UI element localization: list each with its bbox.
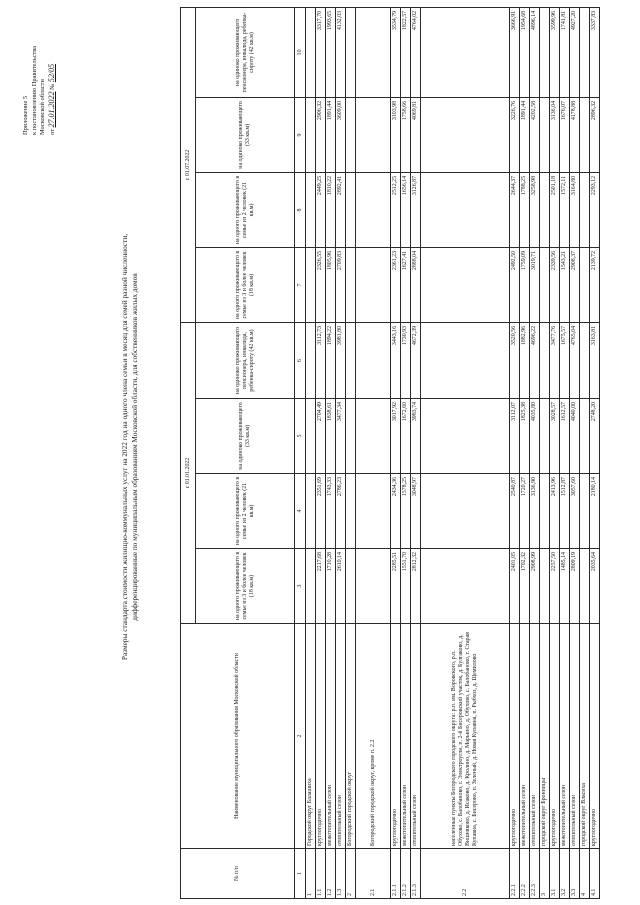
row-value-col-4: 1743,33 <box>326 474 336 549</box>
row-municipality: отопительный сезон <box>336 624 346 849</box>
table-body <box>306 7 600 898</box>
document-title <box>120 97 140 797</box>
row-value-col-5: 2704,49 <box>316 399 326 474</box>
row-value-col-9 <box>421 97 510 172</box>
row-value-col-9: 4202,58 <box>530 97 540 172</box>
row-value-col-4: 1720,27 <box>520 474 530 549</box>
row-value-col-5: 4040,00 <box>570 399 580 474</box>
row-municipality: круглогодично <box>510 624 520 849</box>
cost-standard-table <box>180 7 600 899</box>
row-value-col-5: 1838,61 <box>326 399 336 474</box>
row-number: 4 <box>580 849 590 899</box>
row-value-col-7: 2139,72 <box>590 247 600 322</box>
row-value-col-9 <box>540 97 550 172</box>
row-value-col-7 <box>421 247 510 322</box>
row-value-col-6: 1882,96 <box>520 322 530 398</box>
row-value-col-5: 3017,92 <box>391 399 401 474</box>
title-line-2: дифференцированные по муниципальным образованиям Московской области, для собственников жилых домов <box>130 273 139 621</box>
row-value-col-9: 4069,81 <box>411 97 421 172</box>
table-row <box>540 7 550 898</box>
row-value-col-3 <box>346 549 356 624</box>
row-value-col-5: 2748,20 <box>590 399 600 474</box>
row-value-col-3: 1551,70 <box>401 549 411 624</box>
row-value-col-6: 1730,93 <box>401 322 411 398</box>
table-row <box>391 7 401 898</box>
row-number: 1 <box>306 849 316 899</box>
header-index-10: 10 <box>295 7 306 97</box>
row-number: 3.3 <box>570 849 580 899</box>
row-value-col-10 <box>540 7 550 97</box>
row-value-col-3: 2285,51 <box>391 549 401 624</box>
row-value-col-5: 3112,07 <box>510 399 520 474</box>
row-value-col-6 <box>306 322 316 398</box>
row-value-col-10: 1822,57 <box>401 7 411 97</box>
table-row <box>336 7 346 898</box>
row-value-col-7: 1543,21 <box>560 247 570 322</box>
row-value-col-6: 1675,57 <box>560 322 570 398</box>
row-value-col-3: 2401,05 <box>510 549 520 624</box>
row-value-col-4: 2180,14 <box>590 474 600 549</box>
row-value-col-3: 2035,64 <box>590 549 600 624</box>
row-value-col-9: 1758,66 <box>401 97 411 172</box>
row-value-col-10: 3534,79 <box>391 7 401 97</box>
row-value-col-3: 2257,50 <box>550 549 560 624</box>
row-value-col-7: 2908,37 <box>570 247 580 322</box>
header-index-5: 5 <box>295 399 306 474</box>
row-value-col-5: 3028,57 <box>550 399 560 474</box>
header-index-3: 3 <box>295 549 306 624</box>
row-value-col-6 <box>346 322 356 398</box>
row-value-col-10: 3317,70 <box>316 7 326 97</box>
row-value-col-4: 2434,36 <box>391 474 401 549</box>
row-value-col-10: 3599,96 <box>550 7 560 97</box>
table-row <box>530 7 540 898</box>
row-value-col-4: 2540,87 <box>510 474 520 549</box>
header-index-7: 7 <box>295 247 306 322</box>
header-municipality: Наименование муниципального образования Московской области <box>181 624 295 849</box>
appendix-date-line <box>48 5 58 135</box>
row-value-col-6: 3981,80 <box>336 322 346 398</box>
row-value-col-3: 2812,32 <box>411 549 421 624</box>
header-index-1: 1 <box>295 849 306 899</box>
row-value-col-6: 4765,04 <box>570 322 580 398</box>
row-value-col-8: 1656,14 <box>401 172 411 247</box>
header-number: № п/п <box>181 849 295 899</box>
row-value-col-8 <box>421 172 510 247</box>
row-municipality: межотопительный сезон <box>401 624 411 849</box>
header-col-7: на одного проживающего в семье из 3 и более человек (18 кв.м) <box>196 247 295 322</box>
row-number: 2 <box>346 849 356 899</box>
row-number: 3.2 <box>560 849 570 899</box>
row-municipality: городской округ Бронницы <box>540 624 550 849</box>
row-value-col-4: 2786,23 <box>336 474 346 549</box>
header-col-10: на одиноко проживающего пенсионера, инвалида, ребенка-сироту (42 кв.м) <box>196 7 295 97</box>
row-value-col-7 <box>346 247 356 322</box>
row-value-col-4: 2413,96 <box>550 474 560 549</box>
row-value-col-7: 3019,71 <box>530 247 540 322</box>
row-value-col-4 <box>356 474 391 549</box>
row-value-col-10 <box>306 7 316 97</box>
row-value-col-5 <box>580 399 590 474</box>
row-value-col-4 <box>306 474 316 549</box>
appendix-block <box>22 5 57 135</box>
header-index-2: 2 <box>295 624 306 849</box>
row-value-col-9: 1891,44 <box>520 97 530 172</box>
row-value-col-7: 2709,83 <box>336 247 346 322</box>
row-value-col-8 <box>356 172 391 247</box>
row-number: 2.1.2 <box>401 849 411 899</box>
header-col-4: на одного проживающего в семье из 2 человек (21 кв.м) <box>196 474 295 549</box>
header-col-6: на одиноко проживающего пенсионера, инвалида, ребенка-сироту (42 кв.м) <box>196 322 295 398</box>
row-value-col-3: 1702,32 <box>520 549 530 624</box>
row-value-col-7: 2888,04 <box>411 247 421 322</box>
row-number: 2.1 <box>356 849 391 899</box>
row-value-col-7: 2339,56 <box>550 247 560 322</box>
row-value-col-3: 2217,68 <box>316 549 326 624</box>
row-value-col-3 <box>421 549 510 624</box>
row-value-col-5 <box>540 399 550 474</box>
header-period-row <box>181 7 196 898</box>
row-value-col-8: 1810,22 <box>326 172 336 247</box>
row-value-col-5: 4035,80 <box>530 399 540 474</box>
row-value-col-6 <box>580 322 590 398</box>
row-value-col-6: 4672,39 <box>411 322 421 398</box>
row-value-col-9: 3609,00 <box>336 97 346 172</box>
row-value-col-7: 1805,96 <box>326 247 336 322</box>
row-municipality: межотопительный сезон <box>326 624 336 849</box>
row-value-col-9: 1676,07 <box>560 97 570 172</box>
row-municipality: отопительный сезон <box>570 624 580 849</box>
table-row <box>401 7 411 898</box>
header-index-4: 4 <box>295 474 306 549</box>
row-municipality: отопительный сезон <box>411 624 421 849</box>
row-value-col-10: 3337,83 <box>590 7 600 97</box>
row-value-col-7: 2361,23 <box>391 247 401 322</box>
header-index-8: 8 <box>295 172 306 247</box>
resolution-number: 52/05 <box>46 63 56 83</box>
row-number: 1.2 <box>326 849 336 899</box>
row-municipality: Богородский городской округ <box>346 624 356 849</box>
row-value-col-3 <box>580 549 590 624</box>
header-index-6: 6 <box>295 322 306 398</box>
row-value-col-3 <box>306 549 316 624</box>
row-municipality: населенные пункты Богородского городского округа: р.п. им. Воровского, р.п. Обухово, с. Балобаново, г. Электроугли, п. 2-й Бисеровский участок, д. Булгаково, д. Вишняково, д. Исаково, д. Кролино, д. Марьино, д. Обухово, с. Балобаново, г. Старая Купавна, с. Бисерово, п. Зеленый, д. Новая Купавна, п. Рыбхоз, д. Щемилово <box>421 624 510 849</box>
row-value-col-9 <box>306 97 316 172</box>
row-value-col-6 <box>356 322 391 398</box>
row-value-col-5: 3983,74 <box>411 399 421 474</box>
row-value-col-4 <box>421 474 510 549</box>
header-col-9: на одиноко проживающего (33 кв.м) <box>196 97 295 172</box>
row-municipality: Городской округ Балашиха <box>306 624 316 849</box>
row-number: 2.1.3 <box>411 849 421 899</box>
row-value-col-4: 3136,90 <box>530 474 540 549</box>
row-value-col-10: 1741,81 <box>560 7 570 97</box>
row-value-col-9: 1891,44 <box>326 97 336 172</box>
row-number: 1.3 <box>336 849 346 899</box>
table-row <box>570 7 580 898</box>
row-value-col-9: 4178,88 <box>570 97 580 172</box>
table-row <box>356 7 391 898</box>
row-value-col-10 <box>421 7 510 97</box>
appendix-line-1: Приложение 5 <box>22 95 29 135</box>
row-value-col-8: 2512,25 <box>391 172 401 247</box>
row-value-col-10: 1993,65 <box>326 7 336 97</box>
row-value-col-8: 3164,80 <box>570 172 580 247</box>
table-row <box>326 7 336 898</box>
row-value-col-10: 4132,03 <box>336 7 346 97</box>
date-prefix: от <box>48 129 56 135</box>
header-index-row <box>295 7 306 898</box>
row-number: 4.1 <box>590 849 600 899</box>
row-value-col-10: 4896,14 <box>530 7 540 97</box>
row-value-col-9: 3226,76 <box>510 97 520 172</box>
row-value-col-5: 1612,57 <box>560 399 570 474</box>
row-value-col-6: 4696,22 <box>530 322 540 398</box>
row-value-col-8: 2644,37 <box>510 172 520 247</box>
row-value-col-10: 3666,91 <box>510 7 520 97</box>
row-value-col-8 <box>580 172 590 247</box>
row-value-col-4: 3048,97 <box>411 474 421 549</box>
row-number: 2.1.1 <box>391 849 401 899</box>
row-value-col-8: 3258,98 <box>530 172 540 247</box>
row-number: 3 <box>540 849 550 899</box>
row-value-col-7 <box>540 247 550 322</box>
row-value-col-3: 2809,19 <box>570 549 580 624</box>
row-value-col-6: 3520,56 <box>510 322 520 398</box>
row-value-col-9: 3103,98 <box>391 97 401 172</box>
table-row <box>346 7 356 898</box>
row-value-col-3: 2610,14 <box>336 549 346 624</box>
table-row <box>316 7 326 898</box>
row-municipality: круглогодично <box>316 624 326 849</box>
row-value-col-9 <box>356 97 391 172</box>
row-value-col-7 <box>356 247 391 322</box>
row-value-col-6: 3477,76 <box>550 322 560 398</box>
row-value-col-4: 1578,25 <box>401 474 411 549</box>
row-value-col-8 <box>346 172 356 247</box>
row-value-col-4 <box>346 474 356 549</box>
row-municipality: межотопительный сезон <box>560 624 570 849</box>
row-value-col-5 <box>356 399 391 474</box>
row-value-col-10: 4764,02 <box>411 7 421 97</box>
row-number: 1.1 <box>316 849 326 899</box>
row-value-col-5: 3477,34 <box>336 399 346 474</box>
row-value-col-7 <box>580 247 590 322</box>
table-row <box>306 7 316 898</box>
row-value-col-4: 2351,69 <box>316 474 326 549</box>
resolution-date: 27.01.2022 <box>46 91 56 128</box>
row-value-col-8: 1572,11 <box>560 172 570 247</box>
row-value-col-8 <box>306 172 316 247</box>
row-value-col-6: 1894,22 <box>326 322 336 398</box>
row-value-col-10 <box>580 7 590 97</box>
header-col-5: на одиноко проживающего (33 кв.м) <box>196 399 295 474</box>
table-row <box>411 7 421 898</box>
row-value-col-8: 3126,87 <box>411 172 421 247</box>
row-value-col-7: 1759,09 <box>520 247 530 322</box>
row-value-col-4 <box>580 474 590 549</box>
row-value-col-9 <box>346 97 356 172</box>
header-col-8: на одного проживающего в семье из 2 человек (21 кв.м) <box>196 172 295 247</box>
appendix-line-2: к постановлению Правительства <box>30 45 38 135</box>
row-number: 3.1 <box>550 849 560 899</box>
row-value-col-6 <box>421 322 510 398</box>
row-value-col-8: 2293,12 <box>590 172 600 247</box>
row-value-col-5 <box>346 399 356 474</box>
row-value-col-5 <box>306 399 316 474</box>
row-value-col-9 <box>580 97 590 172</box>
row-value-col-5 <box>421 399 510 474</box>
row-value-col-4 <box>540 474 550 549</box>
row-value-col-5: 1825,38 <box>520 399 530 474</box>
row-value-col-3 <box>540 549 550 624</box>
row-value-col-6: 3163,81 <box>590 322 600 398</box>
row-value-col-5: 1672,60 <box>401 399 411 474</box>
row-value-col-7: 1627,41 <box>401 247 411 322</box>
header-period-2: с 01.07.2022 <box>181 7 196 322</box>
row-value-col-8 <box>540 172 550 247</box>
row-municipality: городской округ Власиха <box>580 624 590 849</box>
row-value-col-8: 2892,41 <box>336 172 346 247</box>
row-number: 2.2.2 <box>520 849 530 899</box>
table-row <box>421 7 510 898</box>
row-municipality: отопительный сезон <box>530 624 540 849</box>
row-value-col-6 <box>540 322 550 398</box>
table-row <box>550 7 560 898</box>
table-row <box>520 7 530 898</box>
row-value-col-6: 3443,16 <box>391 322 401 398</box>
row-municipality: Богородский городской округ, кроме п. 2.2 <box>356 624 391 849</box>
row-municipality: круглогодично <box>391 624 401 849</box>
header-col-3: на одного проживающего в семье из 3 и более человек (18 кв.м) <box>196 549 295 624</box>
row-municipality: круглогодично <box>550 624 560 849</box>
row-value-col-8: 1788,25 <box>520 172 530 247</box>
row-value-col-4: 3057,60 <box>570 474 580 549</box>
table-row <box>560 7 570 898</box>
row-municipality: межотопительный сезон <box>520 624 530 849</box>
row-value-col-4: 1512,87 <box>560 474 570 549</box>
row-value-col-7: 2326,55 <box>316 247 326 322</box>
row-value-col-8: 2501,18 <box>550 172 560 247</box>
row-value-col-9: 2896,32 <box>590 97 600 172</box>
row-value-col-10 <box>356 7 391 97</box>
number-prefix: № <box>48 83 56 90</box>
row-value-col-6: 3112,73 <box>316 322 326 398</box>
row-value-col-10: 4927,20 <box>570 7 580 97</box>
row-value-col-3: 1485,14 <box>560 549 570 624</box>
row-number: 2.2 <box>421 849 510 899</box>
table-row <box>590 7 600 898</box>
row-value-col-3: 2908,99 <box>530 549 540 624</box>
header-period-1: с 01.01.2022 <box>181 322 196 623</box>
row-number: 2.2.1 <box>510 849 520 899</box>
appendix-line-3: Московской области <box>39 79 47 135</box>
row-value-col-9: 3136,04 <box>550 97 560 172</box>
row-number: 2.2.3 <box>530 849 540 899</box>
table-row <box>580 7 590 898</box>
row-value-col-3: 1710,28 <box>326 549 336 624</box>
row-value-col-8: 2449,25 <box>316 172 326 247</box>
title-line-1: Размеры стандарта стоимости жилищно-коммунальных услуг на 2022 год на одного члена семьи в месяц для семей разной численности, <box>120 233 129 661</box>
row-value-col-9: 2906,32 <box>316 97 326 172</box>
header-index-9: 9 <box>295 97 306 172</box>
row-value-col-7 <box>306 247 316 322</box>
row-municipality: круглогодично <box>590 624 600 849</box>
row-value-col-10: 1954,68 <box>520 7 530 97</box>
table-row <box>510 7 520 898</box>
row-value-col-7: 2492,50 <box>510 247 520 322</box>
row-value-col-3 <box>356 549 391 624</box>
row-value-col-10 <box>346 7 356 97</box>
